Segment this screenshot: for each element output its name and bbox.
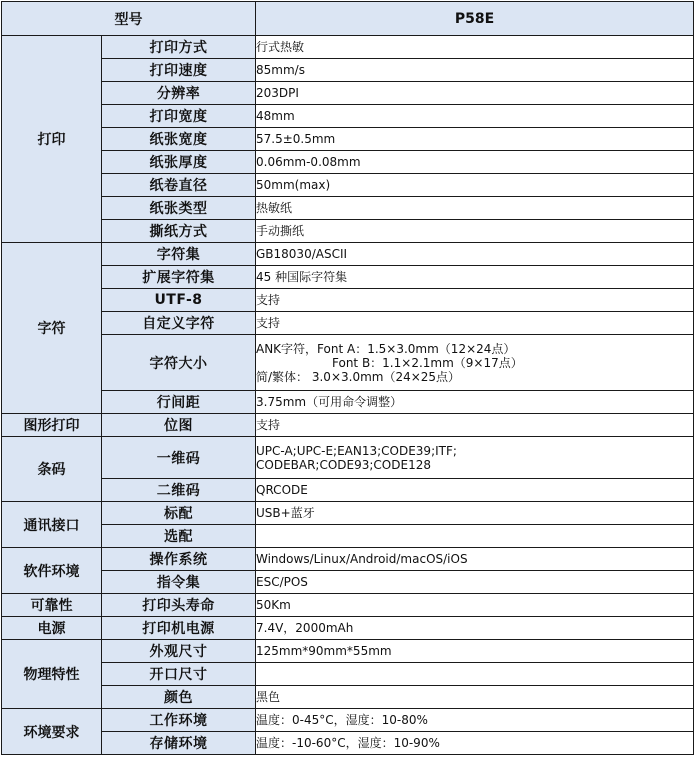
table-row: [2, 36, 694, 59]
category-power: 电源: [2, 617, 102, 640]
table-row: [2, 479, 694, 502]
char-size-line: 简/繁体： 3.0×3.0mm（24×25点）: [256, 369, 461, 384]
spec-value: 黑色: [256, 686, 694, 709]
spec-value: [256, 663, 694, 686]
category-print: 打印: [2, 36, 102, 243]
category-graphics: 图形打印: [2, 414, 102, 437]
table-row: [2, 243, 694, 266]
spec-value: 48mm: [256, 105, 694, 128]
spec-value: USB+蓝牙: [256, 502, 694, 525]
spec-name: 选配: [102, 525, 256, 548]
spec-name: 自定义字符: [102, 312, 256, 335]
spec-value: 温度：0-45°C，湿度：10-80%: [256, 709, 694, 732]
spec-name: 打印头寿命: [102, 594, 256, 617]
spec-value: 支持: [256, 312, 694, 335]
spec-value: 3.75mm（可用命令调整）: [256, 391, 694, 414]
table-row: [2, 663, 694, 686]
table-row: [2, 594, 694, 617]
spec-name: 行间距: [102, 391, 256, 414]
category-environment: 环境要求: [2, 709, 102, 755]
spec-name: 字符集: [102, 243, 256, 266]
spec-value-multiline: [256, 335, 694, 391]
spec-value: 57.5±0.5mm: [256, 128, 694, 151]
spec-name: 撕纸方式: [102, 220, 256, 243]
spec-name: 分辨率: [102, 82, 256, 105]
category-physical: 物理特性: [2, 640, 102, 709]
table-row: [2, 502, 694, 525]
table-row: [2, 437, 694, 479]
category-barcode: 条码: [2, 437, 102, 502]
spec-value: GB18030/ASCII: [256, 243, 694, 266]
table-row: [2, 220, 694, 243]
spec-name: 操作系统: [102, 548, 256, 571]
spec-value: ESC/POS: [256, 571, 694, 594]
spec-value: 125mm*90mm*55mm: [256, 640, 694, 663]
category-reliability: 可靠性: [2, 594, 102, 617]
spec-name: 外观尺寸: [102, 640, 256, 663]
spec-name: 字符大小: [102, 335, 256, 391]
spec-name: 一维码: [102, 437, 256, 479]
category-charset: 字符: [2, 243, 102, 414]
spec-value: 行式热敏: [256, 36, 694, 59]
table-row: [2, 174, 694, 197]
spec-name: 纸张厚度: [102, 151, 256, 174]
spec-name: 打印宽度: [102, 105, 256, 128]
table-row: [2, 335, 694, 391]
spec-value: 手动撕纸: [256, 220, 694, 243]
table-row: [2, 59, 694, 82]
table-row: [2, 391, 694, 414]
spec-name: 打印速度: [102, 59, 256, 82]
spec-name: 纸张类型: [102, 197, 256, 220]
spec-name: UTF-8: [102, 289, 256, 312]
spec-name: 标配: [102, 502, 256, 525]
spec-value: QRCODE: [256, 479, 694, 502]
spec-name: 指令集: [102, 571, 256, 594]
char-size-line: Font B：1.1×2.1mm（9×17点）: [332, 355, 523, 370]
spec-name: 打印方式: [102, 36, 256, 59]
spec-name: 二维码: [102, 479, 256, 502]
table-row: [2, 197, 694, 220]
spec-name: 存储环境: [102, 732, 256, 755]
spec-value-multiline: [256, 437, 694, 479]
spec-value: Windows/Linux/Android/macOS/iOS: [256, 548, 694, 571]
spec-name: 开口尺寸: [102, 663, 256, 686]
model-value: P58E: [256, 2, 694, 36]
table-row: [2, 686, 694, 709]
model-label: 型号: [2, 2, 256, 36]
category-software: 软件环境: [2, 548, 102, 594]
table-row: [2, 266, 694, 289]
table-row: [2, 151, 694, 174]
spec-value: 50Km: [256, 594, 694, 617]
spec-name: 打印机电源: [102, 617, 256, 640]
spec-name: 工作环境: [102, 709, 256, 732]
spec-value: 支持: [256, 414, 694, 437]
spec-name: 位图: [102, 414, 256, 437]
spec-value: 85mm/s: [256, 59, 694, 82]
table-row: [2, 289, 694, 312]
table-row: [2, 105, 694, 128]
header-row: [2, 2, 694, 36]
table-row: [2, 571, 694, 594]
spec-value: [256, 525, 694, 548]
table-row: [2, 617, 694, 640]
table-row: [2, 128, 694, 151]
spec-table: [1, 1, 694, 755]
table-row: [2, 414, 694, 437]
spec-value: 45 种国际字符集: [256, 266, 694, 289]
table-row: [2, 548, 694, 571]
table-row: [2, 525, 694, 548]
spec-name: 纸张宽度: [102, 128, 256, 151]
barcode-line: CODEBAR;CODE93;CODE128: [256, 457, 431, 472]
table-row: [2, 312, 694, 335]
spec-value: 热敏纸: [256, 197, 694, 220]
spec-value: 支持: [256, 289, 694, 312]
spec-value: 温度：-10-60°C，湿度：10-90%: [256, 732, 694, 755]
spec-value: 0.06mm-0.08mm: [256, 151, 694, 174]
spec-value: 50mm(max): [256, 174, 694, 197]
table-row: [2, 640, 694, 663]
table-row: [2, 709, 694, 732]
table-row: [2, 732, 694, 755]
spec-name: 颜色: [102, 686, 256, 709]
barcode-line: UPC-A;UPC-E;EAN13;CODE39;ITF;: [256, 443, 457, 458]
spec-name: 纸卷直径: [102, 174, 256, 197]
table-row: [2, 82, 694, 105]
spec-name: 扩展字符集: [102, 266, 256, 289]
spec-value: 7.4V，2000mAh: [256, 617, 694, 640]
spec-value: 203DPI: [256, 82, 694, 105]
category-interface: 通讯接口: [2, 502, 102, 548]
char-size-line: ANK字符，Font A：1.5×3.0mm（12×24点）: [256, 341, 516, 356]
